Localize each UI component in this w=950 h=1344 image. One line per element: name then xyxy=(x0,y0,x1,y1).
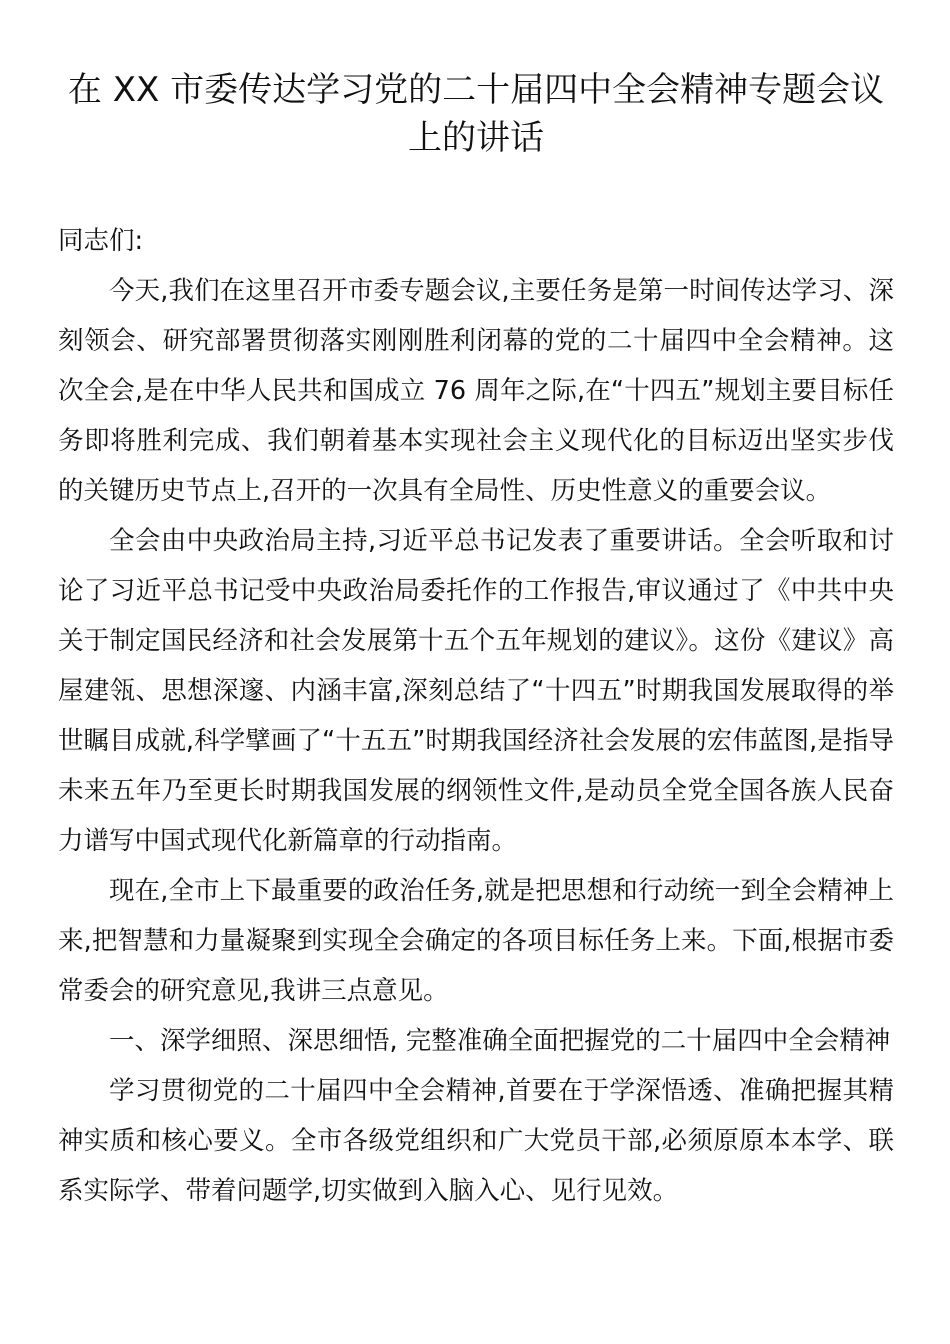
paragraph-task: 现在,全市上下最重要的政治任务,就是把思想和行动统一到全会精神上来,把智慧和力量凝聚到实现全会确定的各项目标任务上来。下面,根据市委常委会的研究意见,我讲三点意见。 xyxy=(58,876,894,1006)
paragraph-opening: 今天,我们在这里召开市委专题会议,主要任务是第一时间传达学习、深刻领会、研究部署贯彻落实刚刚胜利闭幕的党的二十届四中全会精神。这次全会,是在中华人民共和国成立 76 周年之际,在“十四五”规划主要目标任务即将胜利完成、我们朝着基本实现社会主义现代化的目标迈出坚实步伐的关键历史节点上,召开的一次具有全局性、历史性意义的重要会议。 xyxy=(58,276,894,506)
paragraph-section-1: 学习贯彻党的二十届四中全会精神,首要在于学深悟透、准确把握其精神实质和核心要义。全市各级党组织和广大党员干部,必须原原本本学、联系实际学、带着问题学,切实做到入脑入心、见行见效。 xyxy=(58,1076,894,1206)
salutation: 同志们: xyxy=(58,226,144,256)
paragraph-plenum-summary: 全会由中央政治局主持,习近平总书记发表了重要讲话。全会听取和讨论了习近平总书记受中央政治局委托作的工作报告,审议通过了《中共中央关于制定国民经济和社会发展第十五个五年规划的建议》。这份《建议》高屋建瓴、思想深邃、内涵丰富,深刻总结了“十四五”时期我国发展取得的举世瞩目成就,科学擘画了“十五五”时期我国经济社会发展的宏伟蓝图,是指导未来五年乃至更长时期我国发展的纲领性文件,是动员全党全国各族人民奋力谱写中国式现代化新篇章的行动指南。 xyxy=(58,526,894,856)
section-heading-1: 一、深学细照、深思细悟, 完整准确全面把握党的二十届四中全会精神 xyxy=(109,1026,891,1056)
document-title: 在 XX 市委传达学习党的二十届四中全会精神专题会议上的讲话 xyxy=(67,70,885,158)
document-body xyxy=(58,216,894,1216)
